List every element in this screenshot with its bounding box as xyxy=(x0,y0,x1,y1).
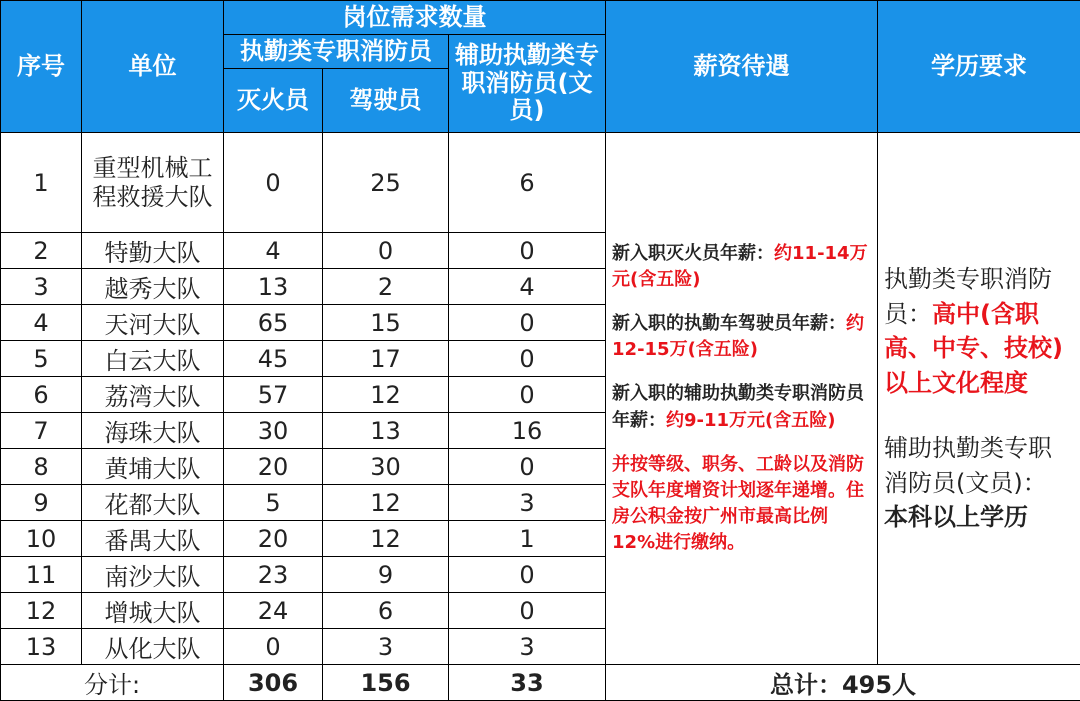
row-fire: 65 xyxy=(224,305,323,341)
subtotal-aux: 33 xyxy=(449,665,606,701)
row-unit: 南沙大队 xyxy=(82,557,224,593)
row-seq: 13 xyxy=(1,629,82,665)
row-unit: 花都大队 xyxy=(82,485,224,521)
row-aux: 0 xyxy=(449,305,606,341)
row-unit: 重型机械工程救援大队 xyxy=(82,133,224,233)
subtotal-fire: 306 xyxy=(224,665,323,701)
row-unit: 天河大队 xyxy=(82,305,224,341)
row-unit: 增城大队 xyxy=(82,593,224,629)
row-aux: 0 xyxy=(449,377,606,413)
subtotal-label: 分计: xyxy=(1,665,224,701)
row-driver: 12 xyxy=(323,521,449,557)
subtotal-driver: 156 xyxy=(323,665,449,701)
row-fire: 23 xyxy=(224,557,323,593)
row-fire: 20 xyxy=(224,449,323,485)
row-driver: 2 xyxy=(323,269,449,305)
row-aux: 3 xyxy=(449,485,606,521)
row-aux: 0 xyxy=(449,557,606,593)
row-seq: 5 xyxy=(1,341,82,377)
row-fire: 24 xyxy=(224,593,323,629)
row-driver: 6 xyxy=(323,593,449,629)
row-fire: 20 xyxy=(224,521,323,557)
row-driver: 13 xyxy=(323,413,449,449)
row-seq: 8 xyxy=(1,449,82,485)
salary-driver: 新入职的执勤车驾驶员年薪：约12-15万(含五险) xyxy=(612,313,865,361)
row-aux: 6 xyxy=(449,133,606,233)
row-driver: 30 xyxy=(323,449,449,485)
row-driver: 9 xyxy=(323,557,449,593)
row-unit: 特勤大队 xyxy=(82,233,224,269)
header-seq: 序号 xyxy=(1,1,82,133)
header-edu: 学历要求 xyxy=(878,1,1080,133)
row-driver: 15 xyxy=(323,305,449,341)
row-seq: 12 xyxy=(1,593,82,629)
salary-note: 并按等级、职务、工龄以及消防支队年度增资计划逐年递增。住房公积金按广州市最高比例12%进行缴纳。 xyxy=(612,453,865,553)
row-seq: 3 xyxy=(1,269,82,305)
row-driver: 17 xyxy=(323,341,449,377)
salary-fire: 新入职灭火员年薪：约11-14万元(含五险) xyxy=(612,243,868,291)
row-unit: 白云大队 xyxy=(82,341,224,377)
row-seq: 11 xyxy=(1,557,82,593)
header-aux: 辅助执勤类专职消防员(文员) xyxy=(449,35,606,133)
row-seq: 4 xyxy=(1,305,82,341)
header-fire: 灭火员 xyxy=(224,69,323,133)
row-driver: 3 xyxy=(323,629,449,665)
row-unit: 海珠大队 xyxy=(82,413,224,449)
row-unit: 越秀大队 xyxy=(82,269,224,305)
header-unit: 单位 xyxy=(82,1,224,133)
salary-cell xyxy=(606,133,878,665)
row-seq: 9 xyxy=(1,485,82,521)
edu-duty: 执勤类专职消防员：高中(含职高、中专、技校)以上文化程度 xyxy=(884,264,1063,398)
row-driver: 0 xyxy=(323,233,449,269)
row-aux: 4 xyxy=(449,269,606,305)
row-aux: 3 xyxy=(449,629,606,665)
header-duty: 执勤类专职消防员 xyxy=(224,35,449,69)
row-fire: 4 xyxy=(224,233,323,269)
row-fire: 30 xyxy=(224,413,323,449)
row-unit: 黄埔大队 xyxy=(82,449,224,485)
row-fire: 45 xyxy=(224,341,323,377)
row-driver: 12 xyxy=(323,485,449,521)
row-fire: 13 xyxy=(224,269,323,305)
edu-cell xyxy=(878,133,1080,665)
row-aux: 0 xyxy=(449,593,606,629)
edu-aux: 辅助执勤类专职消防员(文员)： 本科以上学历 xyxy=(884,433,1053,532)
row-seq: 6 xyxy=(1,377,82,413)
row-aux: 0 xyxy=(449,233,606,269)
row-aux: 0 xyxy=(449,449,606,485)
row-unit: 番禺大队 xyxy=(82,521,224,557)
salary-aux: 新入职的辅助执勤类专职消防员年薪：约9-11万元(含五险) xyxy=(612,383,865,431)
row-seq: 1 xyxy=(1,133,82,233)
row-driver: 12 xyxy=(323,377,449,413)
row-unit: 从化大队 xyxy=(82,629,224,665)
header-salary: 薪资待遇 xyxy=(606,1,878,133)
row-fire: 0 xyxy=(224,133,323,233)
row-fire: 57 xyxy=(224,377,323,413)
row-aux: 1 xyxy=(449,521,606,557)
row-fire: 0 xyxy=(224,629,323,665)
row-aux: 16 xyxy=(449,413,606,449)
row-fire: 5 xyxy=(224,485,323,521)
grand-total: 总计：495人 xyxy=(606,665,1080,701)
row-aux: 0 xyxy=(449,341,606,377)
row-seq: 2 xyxy=(1,233,82,269)
row-seq: 7 xyxy=(1,413,82,449)
row-seq: 10 xyxy=(1,521,82,557)
header-demand: 岗位需求数量 xyxy=(224,1,606,35)
row-unit: 荔湾大队 xyxy=(82,377,224,413)
row-driver: 25 xyxy=(323,133,449,233)
header-driver: 驾驶员 xyxy=(323,69,449,133)
